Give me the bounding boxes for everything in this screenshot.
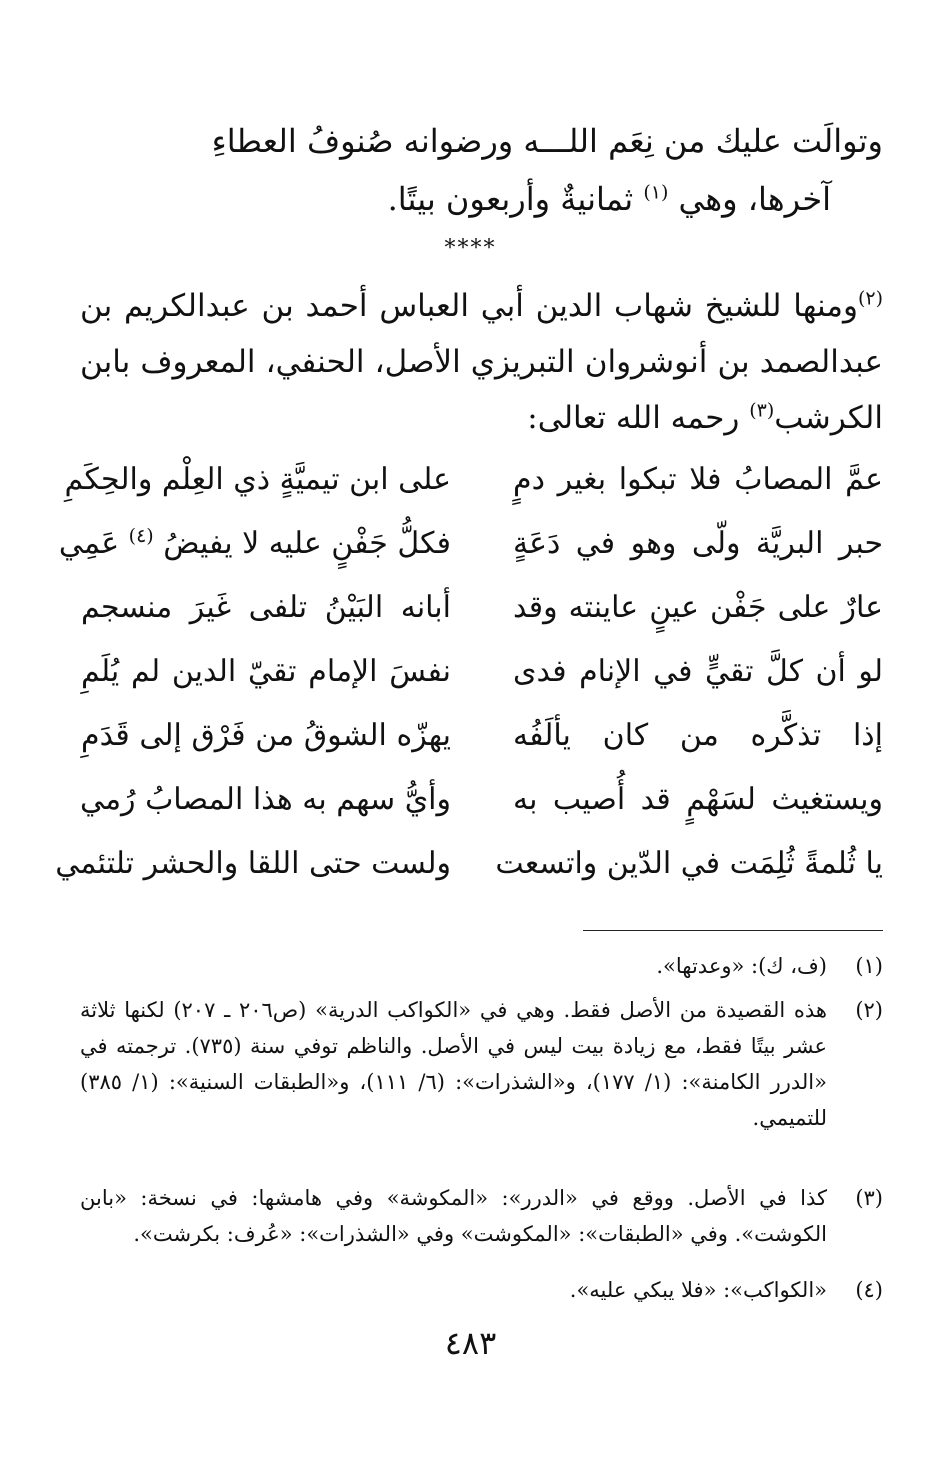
verse-first-hemistich: لو أن كلَّ تقيٍّ في الإنام فدى	[513, 654, 883, 689]
footnote-number: (٢)	[855, 998, 883, 1022]
prose-end-text-tail: ثمانيةٌ وأربعون بيتًا.	[387, 180, 634, 218]
footnote-ref-1: (١)	[643, 181, 669, 204]
verse-first-hemistich: إذا تذكَّره من كان يألَفُه	[513, 718, 883, 753]
footnote-number: (١)	[855, 954, 883, 978]
verse-line	[58, 514, 883, 574]
verse-text-tail: عَمِي	[58, 526, 120, 561]
prose-end-line	[388, 176, 831, 222]
verse-second-hemistich	[58, 514, 451, 574]
verse-first-hemistich: يا ثُلمةً ثُلِمَت في الدّين واتسعت	[495, 846, 883, 881]
verse-line	[81, 706, 883, 766]
verse-second-hemistich: وأيُّ سهم به هذا المصابُ رُمي	[79, 782, 451, 817]
verse-line	[55, 834, 883, 894]
verse-line	[81, 642, 883, 702]
intro-text: ومنها للشيخ شهاب الدين أبي العباس أحمد بن عبدالكريم بن عبدالصمد بن أنوشروان التبريزي الأصل، الحنفي، المعروف بابن الكرشب	[80, 288, 883, 436]
footnote-divider	[583, 930, 883, 931]
footnote-number: (٣)	[855, 1186, 883, 1210]
verse-second-hemistich: ولست حتى اللقا والحشر تلتئمي	[55, 846, 451, 881]
verse-second-hemistich: يهزّه الشوقُ من فَرْق إلى قَدَمِ	[81, 718, 451, 753]
verse-first-hemistich: عارٌ على جَفْن عينٍ عاينته وقد	[513, 590, 883, 625]
prose-end-text: آخرها، وهي	[678, 180, 831, 218]
footnote-text: (ف، ك): «وعدتها».	[656, 954, 827, 978]
footnote	[80, 1272, 883, 1308]
verse-line	[81, 578, 883, 638]
continuation-verse: وتوالَت عليك من نِعَم اللـــه ورضوانه صُنوفُ العطاءِ	[211, 122, 883, 160]
verse-line	[81, 770, 883, 830]
verse-first-hemistich: ويستغيث لسَهْمٍ قد أُصيب به	[513, 782, 883, 817]
footnote-text: هذه القصيدة من الأصل فقط. وهي في «الكواكب الدرية» (ص٢٠٦ ـ ٢٠٧) لكنها ثلاثة عشر بيتًا فقط، مع زيادة بيت ليس في الأصل. والناظم توفي سنة (٧٣٥). ترجمته في «الدرر الكامنة»: (١/ ١٧٧)، و«الشذرات»: (٦/ ١١١)، و«الطبقات السنية»: (١/ ٣٨٥) للتميمي.	[80, 998, 827, 1130]
verse-second-hemistich: نفسَ الإمام تقيّ الدين لم يُلَمِ	[81, 654, 451, 689]
footnote-number: (٤)	[855, 1278, 883, 1302]
footnote-ref-3: (٣)	[749, 399, 775, 422]
footnote-text: «الكواكب»: «فلا يبكي عليه».	[569, 1278, 827, 1302]
footnote	[80, 1180, 883, 1252]
verse-second-hemistich: على ابن تيميَّةٍ ذي العِلْم والحِكَمِ	[64, 462, 451, 497]
intro-text-tail: رحمه الله تعالى:	[527, 400, 740, 436]
footnote-text: كذا في الأصل. ووقع في «الدرر»: «المكوشة» وفي هامشها: في نسخة: «بابن الكوشت». وفي «الطبقات»: «المكوشت» وفي «الشذرات»: «عُرف: بكرشت».	[80, 1186, 827, 1246]
footnote-ref-2: (٢)	[857, 287, 883, 310]
footnote	[80, 948, 883, 984]
verse-text: فكلُّ جَفْنٍ عليه لا يفيضُ	[163, 526, 451, 561]
verse-second-hemistich: أبانه البَيْنُ تلفى غَيرَ منسجم	[81, 590, 451, 625]
page-number: ٤٨٣	[444, 1324, 497, 1362]
footnote	[80, 992, 883, 1136]
verse-first-hemistich: عمَّ المصابُ فلا تبكوا بغير دمٍ	[513, 462, 883, 497]
footnote-ref-4: (٤)	[128, 525, 154, 547]
section-separator: ****	[444, 236, 497, 261]
verse-first-hemistich: حبر البريَّة ولّى وهو في دَعَةٍ	[513, 526, 883, 561]
verse-line	[64, 450, 883, 510]
intro-paragraph	[80, 278, 883, 446]
